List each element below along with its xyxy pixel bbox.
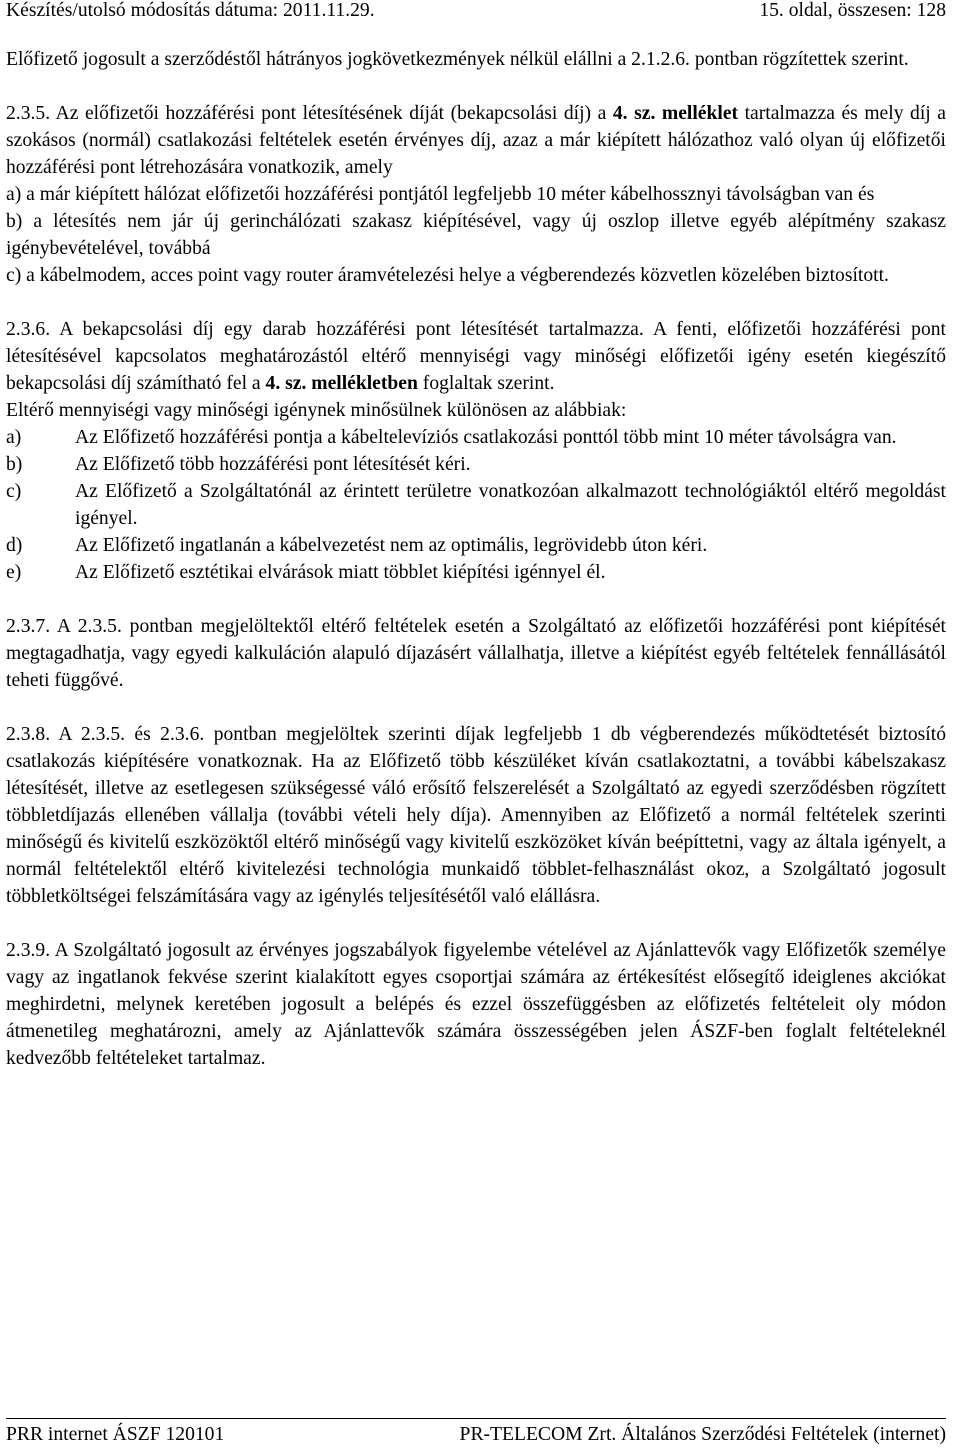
page-header <box>6 0 946 22</box>
condition-a: a) a már kiépített hálózat előfizetői hozzáférési pontjától legfeljebb 10 méter kábelhossznyi távolságban van és <box>6 184 875 205</box>
section-2-3-9: 2.3.9. A Szolgáltató jogosult az érvényes jogszabályok figyelembe vételével az Ajánlattevők vagy Előfizetők személye vagy az ingatlanok fekvése szerint kialakított egyes csoportjai számára az értékesítést elősegítő ideiglenes akciókat meghirdetni, melynek keretében jogosult a belépés és ezzel összefüggésben az előfizetés feltételeit oly módon átmenetileg meghatározni, amely az Ajánlattevők számára összességében jelen ÁSZF-ben foglalt feltételeknél kedvezőbb feltételeket tartalmaz. <box>6 940 946 1069</box>
deviation-item-a <box>6 424 946 451</box>
list-text: Az Előfizető több hozzáférési pont létesítését kéri. <box>75 454 471 475</box>
list-label: a) <box>6 427 22 448</box>
section-2-3-7: 2.3.7. A 2.3.5. pontban megjelöltektől eltérő feltételek esetén a Szolgáltató az előfizetői hozzáférési pont kiépítését megtagadhatja, vagy egyedi kalkuláción alapuló díjazásért vállalhatja, illetve a kiépítést egyéb feltételek fennállásától teheti függővé. <box>6 616 946 691</box>
deviation-item-d <box>6 532 946 559</box>
section-2-3-8: 2.3.8. A 2.3.5. és 2.3.6. pontban megjelöltek szerinti díjak legfeljebb 1 db végberendezés működtetését biztosító csatlakozás kiépítésére vonatkoznak. Ha az Előfizető több készüléket kíván csatlakoztatni, a további kábelszakasz létesítését, illetve az esetlegesen szükségessé váló erősítő felszerelését a Szolgáltató az egyedi szerződésben rögzített többletdíjazás ellenében vállalja (további vételi hely díja). Amennyiben az Előfizető a normál feltételek szerinti minőségű és kivitelű eszközöktől eltérő minőségű vagy kivitelű eszközöket kíván beépíttetni, vagy az általa igényelt, a normál feltételektől eltérő kivitelezési technológia munkaidő többlet-felhasználást okoz, a Szolgáltató jogosult többletköltségei felszámítására vagy az igénylés teljesítésétől való elállásra. <box>6 724 946 907</box>
condition-c: c) a kábelmodem, acces point vagy router áramvételezési helye a végberendezés közvetlen közelében biztosított. <box>6 265 889 286</box>
section-2-3-6 <box>6 316 946 397</box>
list-text: Az Előfizető hozzáférési pontja a kábeltelevíziós csatlakozási ponttól több mint 10 méter távolságra van. <box>75 427 897 448</box>
section-2-3-5-text-a: 2.3.5. Az előfizetői hozzáférési pont létesítésének díját (bekapcsolási díj) a <box>6 103 613 124</box>
section-2-3-6-text-b: foglaltak szerint. <box>417 373 555 394</box>
condition-b: b) a létesítés nem jár új gerinchálózati szakasz kiépítésével, vagy új oszlop illetve egyéb alépítmény szakasz igénybevételével, továbbá <box>6 211 946 259</box>
section-2-3-5 <box>6 100 946 181</box>
paragraph-withdrawal: Előfizető jogosult a szerződéstől hátrányos jogkövetkezmények nélkül elállni a 2.1.2.6. pontban rögzítettek szerint. <box>6 49 909 70</box>
list-label: c) <box>6 481 22 502</box>
deviation-intro: Eltérő mennyiségi vagy minőségi igénynek minősülnek különösen az alábbiak: <box>6 400 627 421</box>
list-text: Az Előfizető a Szolgáltatónál az érintett területre vonatkozóan alkalmazott technológiáktól eltérő megoldást igényel. <box>75 481 946 529</box>
page-footer <box>6 1418 946 1446</box>
document-title: PR-TELECOM Zrt. Általános Szerződési Feltételek (internet) <box>459 1424 946 1445</box>
section-2-3-6-text-a: 2.3.6. A bekapcsolási díj egy darab hozzáférési pont létesítését tartalmazza. A fenti, előfizetői hozzáférési pont létesítésével kapcsolatos meghatározástól eltérő mennyiségi vagy minőségi előfizetői igény esetén kiegészítő bekapcsolási díj számítható fel a <box>6 319 946 394</box>
deviation-item-b <box>6 451 946 478</box>
list-label: b) <box>6 454 23 475</box>
section-2-3-5-text-b: tartalmazza és mely díj a szokásos (normál) csatlakozási feltételek esetén érvényes díj, azaz a már kiépített hálózathoz való olyan új előfizetői hozzáférési pont létrehozására vonatkozik, amely <box>6 103 946 178</box>
modification-date: Készítés/utolsó módosítás dátuma: 2011.11.29. <box>6 0 375 21</box>
deviation-item-e <box>6 559 946 586</box>
document-body <box>6 46 946 1072</box>
annex-4-reference: 4. sz. melléklet <box>612 103 739 124</box>
document-code: PRR internet ÁSZF 120101 <box>6 1424 225 1445</box>
list-text: Az Előfizető esztétikai elvárások miatt többlet kiépítési igénnyel él. <box>75 562 606 583</box>
list-text: Az Előfizető ingatlanán a kábelvezetést nem az optimális, legrövidebb úton kéri. <box>75 535 708 556</box>
list-label: d) <box>6 535 23 556</box>
annex-4-reference-2: 4. sz. mellékletben <box>265 373 418 394</box>
page-number: 15. oldal, összesen: 128 <box>759 0 946 21</box>
list-label: e) <box>6 562 22 583</box>
deviation-item-c <box>6 478 946 532</box>
